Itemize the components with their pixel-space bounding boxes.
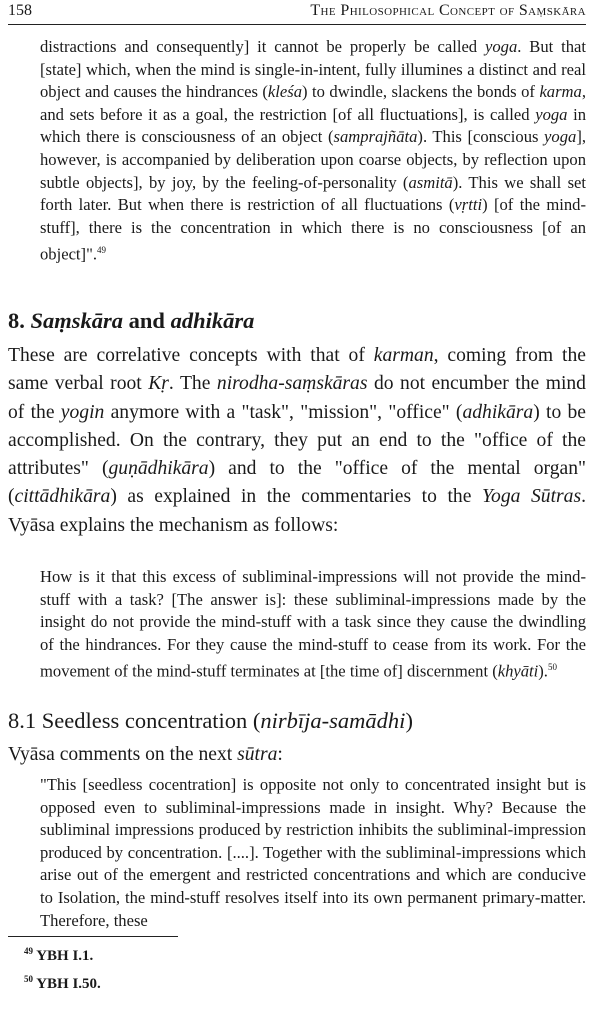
quote-paragraph: "This [seedless cocentration] is opposite not only to concentrated insight but is opposed even to subliminal-impressions made in insight. Why? Because the subliminal impressions produced by restriction inhibits the subliminal-impression produced by concentration. [....]. Together with the subliminal-impressions which arise out of the emergent and restricted concentrations and which are conducive to Isolation, the mind-stuff resolves itself into its own permanent primary-matter. Therefore, these xyxy=(40,775,586,930)
block-quote-seedless-concentration xyxy=(40,774,586,932)
footnote-mark: 50 xyxy=(24,974,33,984)
quote-paragraph: How is it that this excess of subliminal-impressions will not provide the mind-stuff with a task? [The answer is]: these subliminal-impressions made by the insight do not provide the mind-stuff with a task since they cause the dwindling of the hindrances. For they cause the mind-stuff to cease from its work. For the movement of the mind-stuff terminates at [the time of] discernment (khyāti).$^{50}$ xyxy=(40,567,586,681)
section-heading-8-1: 8.1 Seedless concentration (nirbīja-samādhi) xyxy=(8,708,413,733)
footnote-mark: 49 xyxy=(24,946,33,956)
body-paragraph-samskara-adhikara: These are correlative concepts with that of karman, coming from the same verbal root Kṛ. The nirodha-saṃskāras do not encumber the mind of the yogin anymore with a "task", "mission", "office" (adhikāra) to be accomplished. On the contrary, they put an end to the "office of the attributes" (guṇādhikāra) and to the "office of the mental organ" (cittādhikāra) as explained in the commentaries to the Yoga Sūtras. Vyāsa explains the mechanism as follows: xyxy=(8,345,586,536)
footnote-divider xyxy=(8,936,178,937)
running-header xyxy=(8,2,586,25)
quote-paragraph: distractions and consequently] it cannot be properly be called yoga. But that [state] which, when the mind is single-in-intent, fully illumines a distinct and real object and causes the hindrances (kleśa) to dwindle, slackens the bonds of karma, and sets before it as a goal, the restriction [of all fluctuations], is called yoga in which there is consciousness of an object (samprajñāta). This [conscious yoga], however, is accompanied by deliberation upon coarse objects, by reflection upon subtle objects], by joy, by the feeling-of-personality (asmitā). This we shall set forth later. But when there is restriction of all fluctuations (vṛtti) [of the mind-stuff], there is the concentration in which there is no consciousness [of an object]".$^{49}$ xyxy=(40,37,586,264)
footnote-text: YBH I.50. xyxy=(36,976,101,992)
footnote-49 xyxy=(24,946,93,965)
footnote-ref-50: 50 xyxy=(547,662,557,673)
section-heading-8: 8. Saṃskāra and adhikāra xyxy=(8,308,255,333)
block-quote-yoga-definition xyxy=(40,36,586,266)
footnote-text: YBH I.1. xyxy=(36,948,94,964)
footnote-ref-49: 49 xyxy=(97,245,106,256)
block-quote-vyasa-task xyxy=(40,566,586,684)
intro-line: Vyāsa comments on the next sūtra: xyxy=(8,744,283,765)
footnote-50 xyxy=(24,974,101,993)
running-head-title: The Philosophical Concept of Saṃskāra xyxy=(310,2,586,19)
page-number: 158 xyxy=(8,2,32,19)
